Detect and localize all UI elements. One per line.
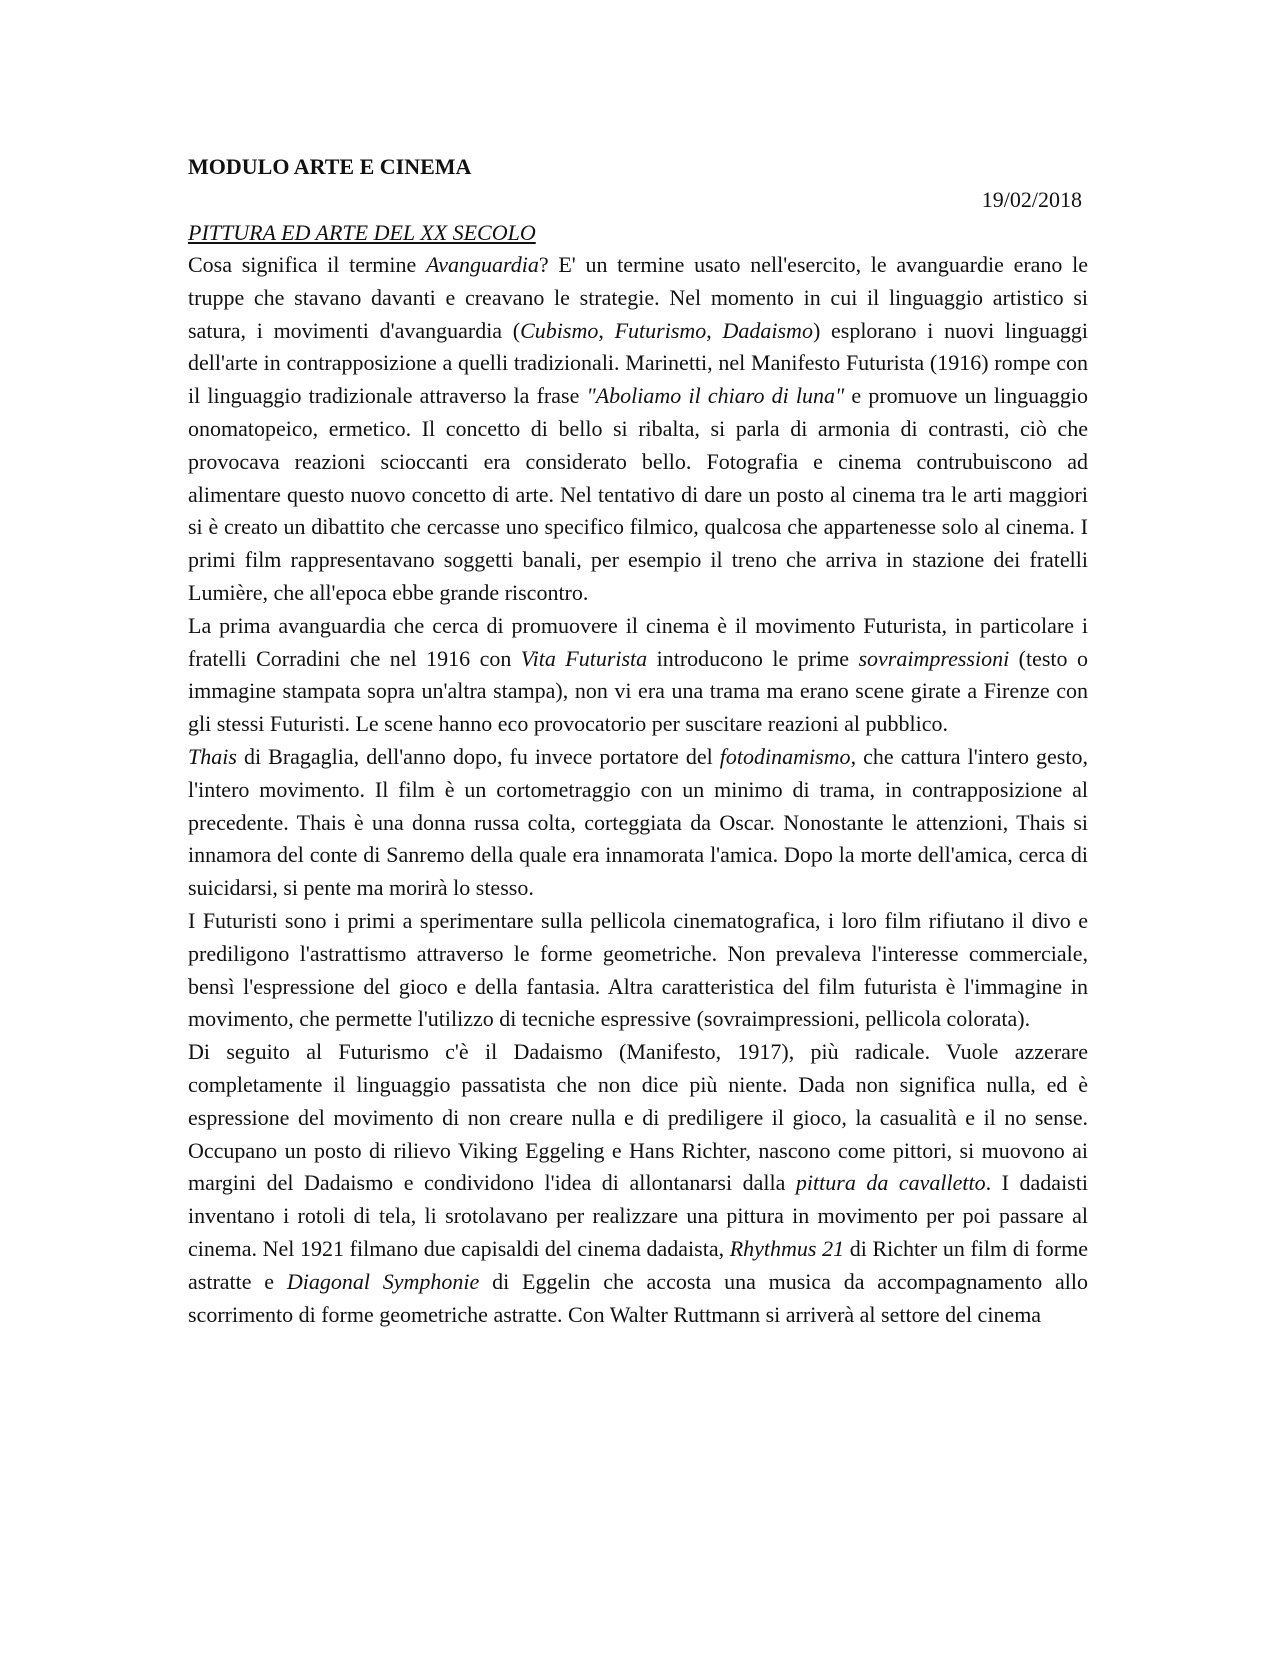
text-segment: ? E' un termine usato nell'esercito, le avanguardie erano le truppe che stavano davanti e creavano le strategie. Nel momento in cui il linguaggio artistico si satura, i movimenti d'avanguardia ( (188, 252, 1089, 343)
text-segment: I Futuristi sono i primi a sperimentare sulla pellicola cinematografica, i loro film rifiutano il divo e prediligono l'astrattismo attraverso le forme geometriche. Non prevaleva l'interesse commerciale, bensì l'espressione del gioco e della fantasia. Altra caratteristica del film futurista è l'immagine in movimento, che permette l'utilizzo di tecniche espressive (sovraimpressioni, pellicola colorata). (188, 907, 1088, 1032)
text-segment-italic: "Aboliamo il chiaro di luna" (586, 383, 845, 409)
text-segment: introducono le prime (647, 645, 859, 671)
text-segment-italic: pittura da cavalletto (795, 1170, 986, 1196)
text-segment-italic: fotodinamismo (719, 743, 851, 769)
text-segment: Di seguito al Futurismo c'è il Dadaismo (Manifesto, 1917), più radicale. Vuole azzerare completamente il linguaggio passatista che non dice più niente. Dada non significa nulla, ed è espressione del movimento di non creare nulla e di prediligere il gioco, la casualità e il no sense. Occupano un posto di rilievo Viking Eggeling e Hans Richter, nascono come pittori, si muovono ai margini del Dadaismo e condividono l'idea di allontanarsi dalla (188, 1039, 1088, 1196)
paragraph-4 (188, 905, 1088, 1036)
text-segment: (testo o immagine stampata sopra un'altra stampa), non vi era una trama ma erano scene girate a Firenze con gli stessi Futuristi. Le scene hanno eco provocatorio per suscitare reazioni al pubblico. (188, 645, 1088, 737)
text-segment: di Richter un film di forme astratte e (188, 1235, 1088, 1294)
text-segment: di Eggelin che accosta una musica da accompagnamento allo scorrimento di forme geometriche astratte. Con Walter Ruttmann si arriverà al settore del cinema (188, 1268, 1088, 1327)
text-segment-italic: Rhythmus 21 (729, 1235, 845, 1261)
text-segment-italic: Futurismo (614, 317, 707, 343)
document-date: 19/02/2018 (981, 187, 1082, 212)
text-segment-italic: sovraimpressioni (858, 645, 1010, 671)
text-segment: , che cattura l'intero gesto, l'intero movimento. Il film è un cortometraggio con un minimo di trama, in contrapposizione al precedente. Thais è una donna russa colta, corteggiata da Oscar. Nonostante le attenzioni, Thais si innamora del conte di Sanremo della quale era innamorata l'amica. Dopo la morte dell'amica, cerca di suicidarsi, si pente ma morirà lo stesso. (188, 743, 1088, 901)
text-segment: e promuove un linguaggio onomatopeico, ermetico. Il concetto di bello si ribalta, si parla di armonia di contrasti, ciò che provocava reazioni scioccanti era considerato bello. Fotografia e cinema contrubuiscono ad alimentare questo nuovo concetto di arte. Nel tentativo di dare un posto al cinema tra le arti maggiori si è creato un dibattito che cercasse uno specifico filmico, qualcosa che appartenesse solo al cinema. I primi film rappresentavano soggetti banali, per esempio il treno che arriva in stazione dei fratelli Lumière, che all'epoca ebbe grande riscontro. (188, 383, 1088, 605)
paragraph-2 (188, 610, 1088, 741)
text-segment-italic: Dadaismo (722, 317, 813, 343)
document-title: MODULO ARTE E CINEMA (188, 154, 472, 179)
text-segment: , (598, 317, 615, 343)
paragraph-5 (188, 1036, 1088, 1331)
text-segment: , (706, 317, 723, 343)
text-segment-italic: Thais (188, 743, 237, 769)
text-segment: di Bragaglia, dell'anno dopo, fu invece portatore del (236, 743, 720, 769)
text-segment: Cosa significa il termine (188, 252, 427, 277)
text-segment-italic: Cubismo (520, 317, 599, 343)
text-segment-italic: Avanguardia (426, 252, 539, 277)
text-segment-italic: Vita Futurista (520, 645, 648, 671)
paragraph-1 (188, 249, 1088, 610)
text-segment: La prima avanguardia che cerca di promuovere il cinema è il movimento Futurista, in particolare i fratelli Corradini che nel 1916 con (188, 612, 1088, 671)
paragraph-3 (188, 741, 1088, 905)
document-page (188, 150, 1088, 1331)
text-segment-italic: Diagonal Symphonie (286, 1268, 480, 1294)
text-segment: . I dadaisti inventano i rotoli di tela, li srotolavano per realizzare una pittura in movimento per poi passare al cinema. Nel 1921 filmano due capisaldi del cinema dadaista, (188, 1170, 1088, 1261)
text-segment: ) esplorano i nuovi linguaggi dell'arte in contrapposizione a quelli tradizionali. Marinetti, nel Manifesto Futurista (1916) rompe con il linguaggio tradizionale attraverso la frase (188, 317, 1088, 409)
section-title: PITTURA ED ARTE DEL XX SECOLO (188, 220, 536, 245)
